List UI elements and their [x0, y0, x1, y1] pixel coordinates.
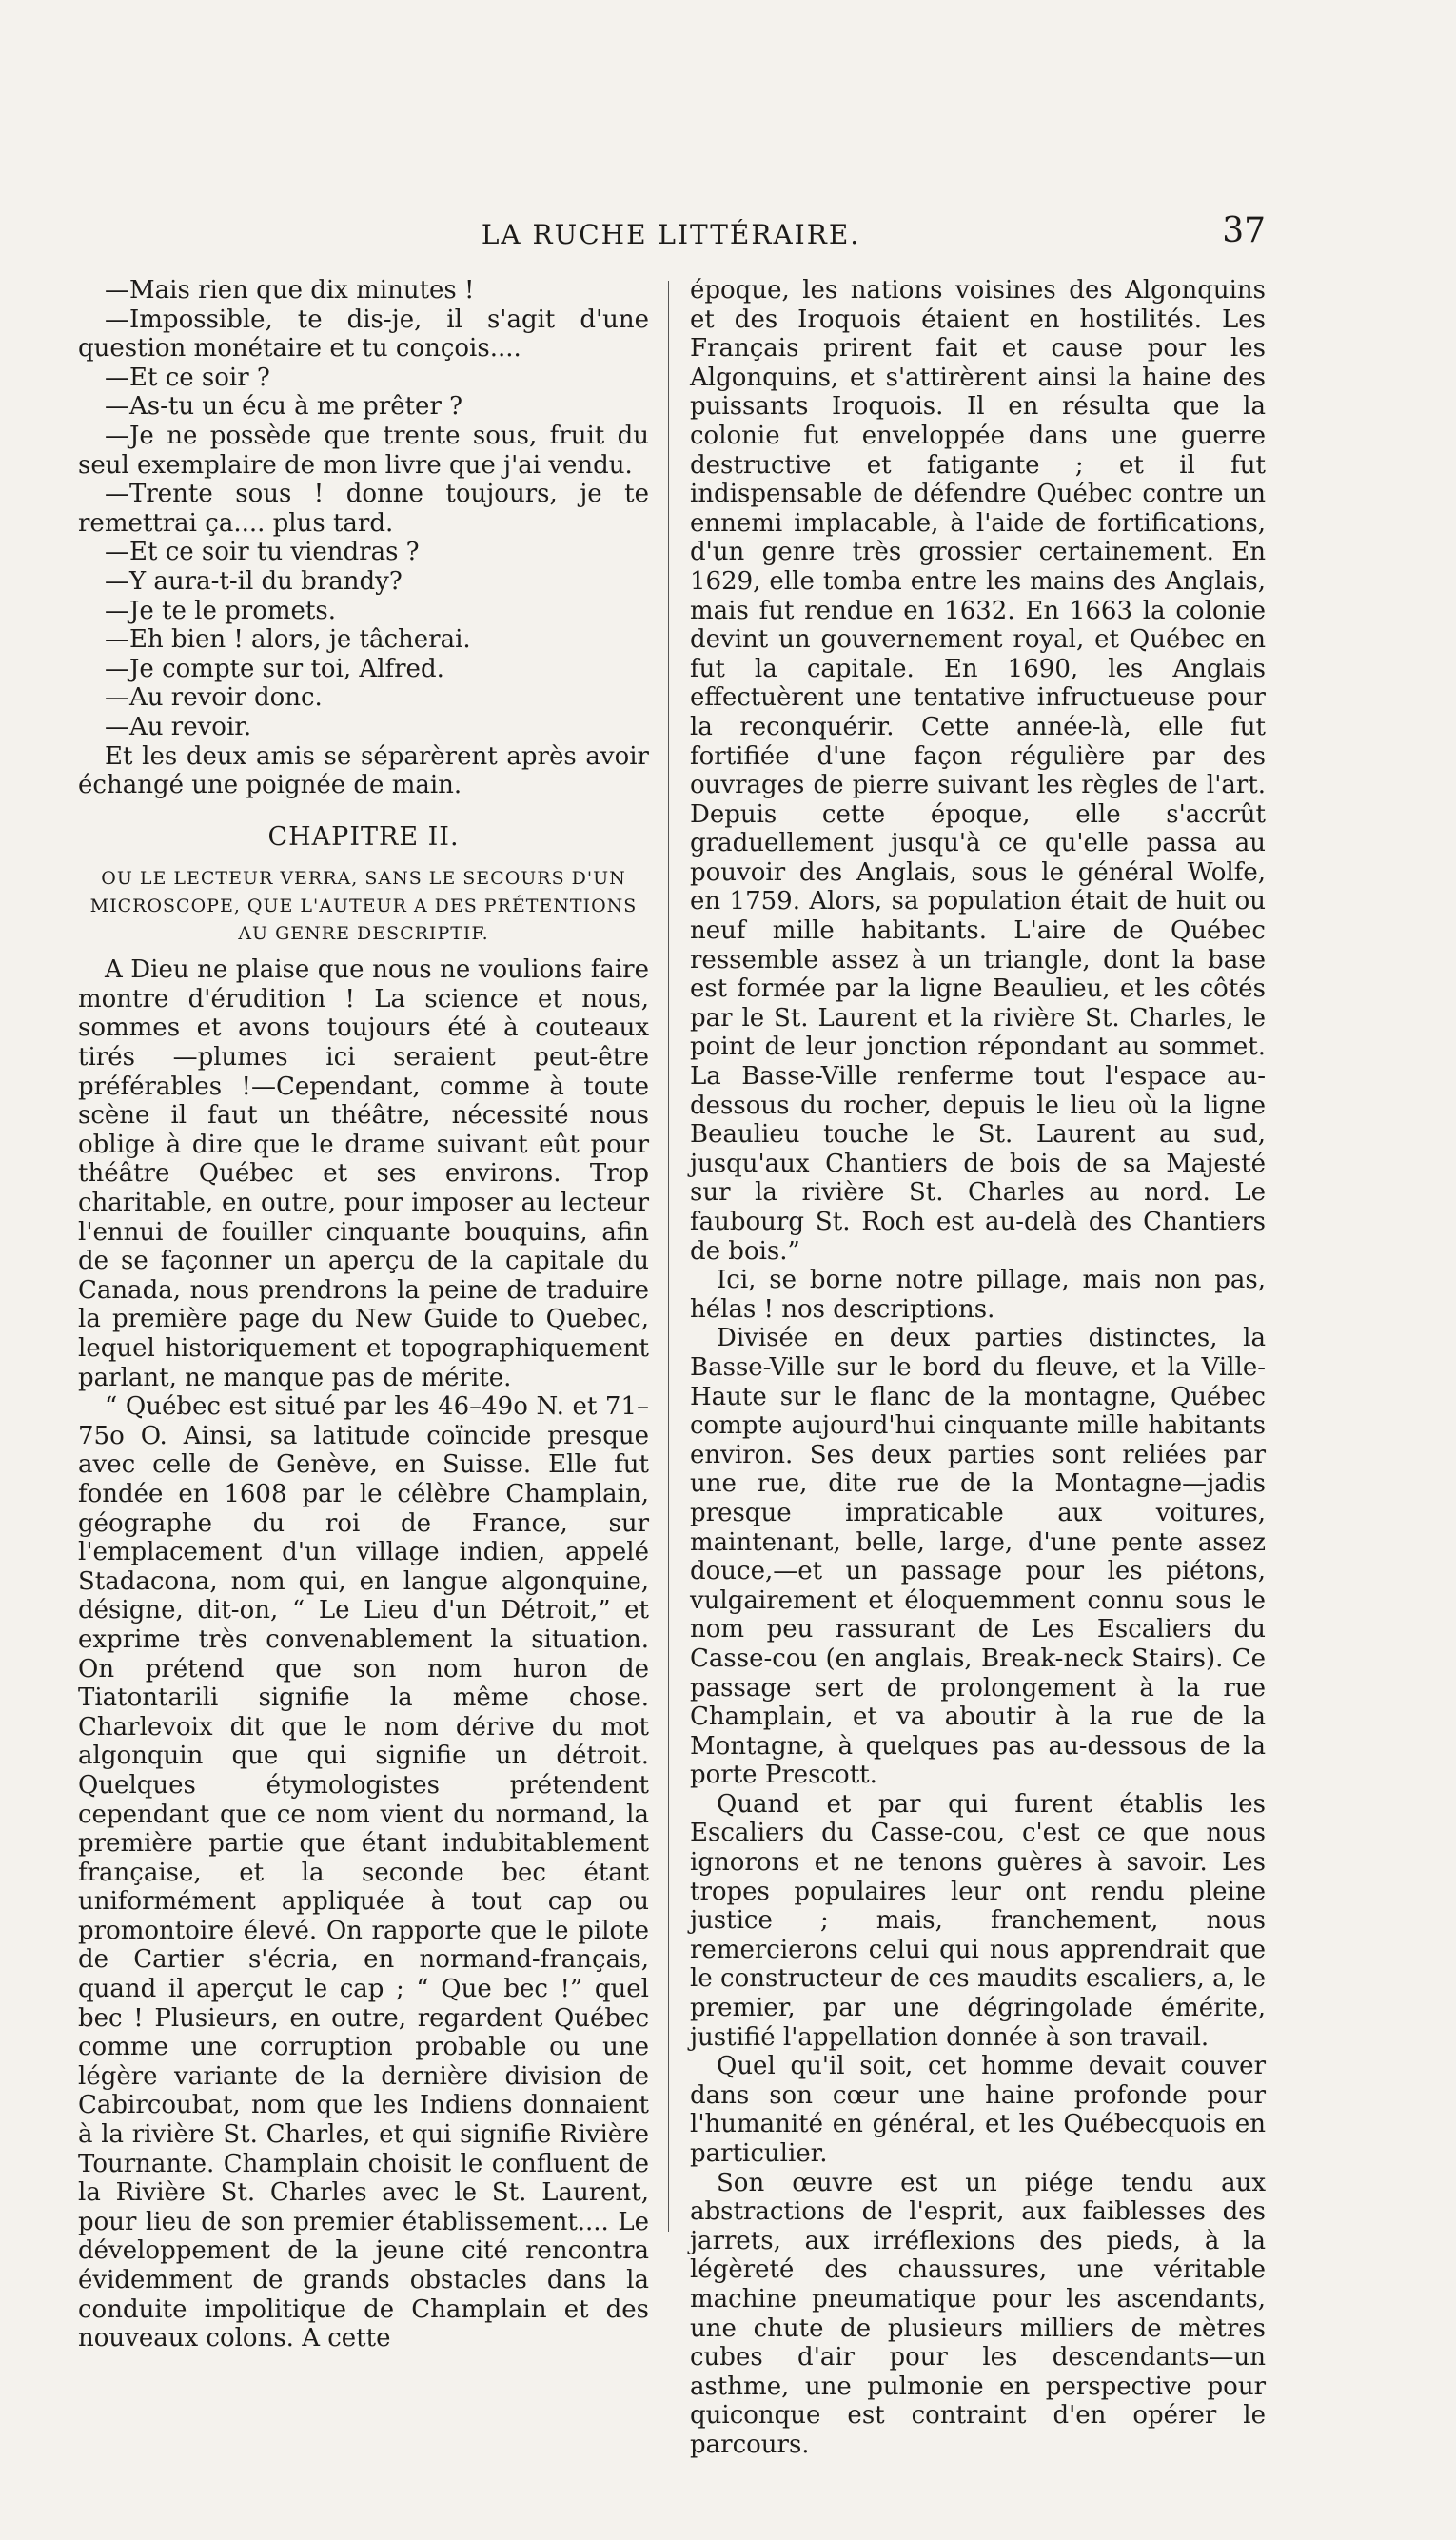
paragraph: —Impossible, te dis-je, il s'agit d'une question monétaire et tu conçois.... — [78, 305, 649, 364]
paragraph: —Et ce soir tu viendras ? — [105, 538, 420, 567]
paragraph: Son œuvre est un piége tendu aux abstractions de l'esprit, aux faiblesses des jarrets, aux irréflexions des pieds, à la légèreté des chaussures, une véritable machine pneumatique pour les ascendants, une chute de plusieurs milliers de mètres cubes d'air pour les descendants—un asthme, une pulmonie en perspective pour quiconque est contraint d'en opérer le parcours. — [690, 2168, 1266, 2459]
paragraph: époque, les nations voisines des Algonquins et des Iroquois étaient en hostilités. Les Français prirent fait et cause pour les Algonquins, et s'attirèrent ainsi la haine des puissants Iroquois. Il en résulta que la colonie fut enveloppée dans une guerre destructive et fatigante ; et il fut indispensable de défendre Québec contre un ennemi implacable, à l'aide de fortifications, d'un genre très grossier certainement. En 1629, elle tomba entre les mains des Anglais, mais fut rendue en 1632. En 1663 la colonie devint un gouvernement royal, et Québec en fut la capitale. En 1690, les Anglais effectuèrent une tentative infructueuse pour la reconquérir. Cette année-là, elle fut fortifiée d'une façon régulière par des ouvrages de pierre suivant les règles de l'art. Depuis cette époque, elle s'accrût graduellement jusqu'à ce qu'elle passa au pouvoir des Anglais, sous le général Wolfe, en 1759. Alors, sa population était de huit ou neuf mille habitants. L'aire de Québec ressemble assez à un triangle, dont la base est formée par la ligne Beaulieu, et les côtés par le St. Laurent et la rivière St. Charles, le point de leur jonction répondant au sommet. La Basse-Ville renferme tout l'espace au-dessous du rocher, depuis le lieu où la ligne Beaulieu touche le St. Laurent au sud, jusqu'aux Chantiers de bois de sa Majesté sur la rivière St. Charles au nord. Le faubourg St. Roch est au-delà des Chantiers de bois.” — [690, 276, 1266, 1266]
paragraph: Divisée en deux parties distinctes, la Basse-Ville sur le bord du fleuve, et la Ville-Haute sur le flanc de la montagne, Québec compte aujourd'hui cinquante mille habitants environ. Ses deux parties sont reliées par une rue, dite rue de la Montagne—jadis presque impraticable aux voitures, maintenant, belle, large, d'une pente assez douce,—et un passage pour les piétons, vulgairement et éloquemment connu sous le nom peu rassurant de Les Escaliers du Casse-cou (en anglais, Break-neck Stairs). Ce passage sert de prolongement à la rue Champlain, et va aboutir à la rue de la Montagne, à quelques pas au-dessous de la porte Prescott. — [690, 1324, 1266, 1790]
paragraph: —Eh bien ! alors, je tâcherai. — [105, 625, 471, 655]
chapter-subtitle: OU LE LECTEUR VERRA, SANS LE SECOURS D'UN MICROSCOPE, QUE L'AUTEUR A DES PRÉTENTIONS AU GENRE DESCRIPTIF. — [89, 868, 638, 945]
page-header — [76, 211, 1266, 249]
page-number: 37 — [1222, 211, 1266, 250]
paragraph: —Je compte sur toi, Alfred. — [105, 654, 444, 683]
column-divider — [668, 281, 669, 2232]
paragraph: Quand et par qui furent établis les Escaliers du Casse-cou, c'est ce que nous ignorons et ne tenons guères à savoir. Les tropes populaires leur ont rendu pleine justice ; mais, franchement, nous remercierons celui qui nous apprendrait que le constructeur de ces maudits escaliers, a, le premier, par une dégringolade émérite, justifié l'appellation donnée à son travail. — [690, 1789, 1266, 2052]
paragraph: —Au revoir donc. — [105, 683, 323, 713]
paragraph: Et les deux amis se séparèrent après avoir échangé une poignée de main. — [78, 741, 649, 800]
running-title: LA RUCHE LITTÉRAIRE. — [481, 219, 861, 250]
paragraph: —Mais rien que dix minutes ! — [105, 276, 475, 305]
paragraph: Ici, se borne notre pillage, mais non pas, hélas ! nos descriptions. — [690, 1266, 1266, 1324]
paragraph: —Au revoir. — [105, 712, 252, 741]
paragraph: —As-tu un écu à me prêter ? — [105, 392, 463, 422]
right-column — [690, 276, 1266, 2460]
paragraph: —Et ce soir ? — [105, 363, 270, 392]
paragraph: “ Québec est situé par les 46–49o N. et 71–75o O. Ainsi, sa latitude coïncide presque avec celle de Genève, en Suisse. Elle fut fondée en 1608 par le célèbre Champlain, géographe du roi de France, sur l'emplacement d'un village indien, appelé Stadacona, nom qui, en langue algonquine, désigne, dit-on, “ Le Lieu d'un Détroit,” et exprime très convenablement la situation. On prétend que son nom huron de Tiatontarili signifie la même chose. Charlevoix dit que le nom dérive du mot algonquin que qui signifie un détroit. Quelques étymologistes prétendent cependant que ce nom vient du normand, la première partie que étant indubitablement française, et la seconde bec étant uniformément appliquée à tout cap ou promontoire élevé. On rapporte que le pilote de Cartier s'écria, en normand-français, quand il aperçut le cap ; “ Que bec !” quel bec ! Plusieurs, en outre, regardent Québec comme une corruption probable ou une légère variante de la dernière division de Cabircoubat, nom que les Indiens donnaient à la rivière St. Charles, et qui signifie Rivière Tournante. Champlain choisit le confluent de la Rivière St. Charles avec le St. Laurent, pour lieu de son premier établissement.... Le développement de la jeune cité rencontra évidemment de grands obstacles dans la conduite impolitique de Champlain et des nouveaux colons. A cette — [78, 1392, 649, 2353]
paragraph: A Dieu ne plaise que nous ne voulions faire montre d'érudition ! La science et nous, sommes et avons toujours été à couteaux tirés —plumes ici seraient peut-être préférables !—Cependant, comme à toute scène il faut un théâtre, nécessité nous oblige à dire que le drame suivant eût pour théâtre Québec et ses environs. Trop charitable, en outre, pour imposer au lecteur l'ennui de fouiller cinquante bouquins, afin de se façonner un aperçu de la capitale du Canada, nous prendrons la peine de traduire la première page du New Guide to Quebec, lequel historiquement et topographiquement parlant, ne manque pas de mérite. — [78, 955, 649, 1392]
chapter-heading: CHAPITRE II. — [267, 821, 460, 852]
paragraph: Quel qu'il soit, cet homme devait couver dans son cœur une haine profonde pour l'humanité en général, et les Québecquois en particulier. — [690, 2052, 1266, 2168]
paragraph: —Je te le promets. — [105, 596, 336, 625]
paragraph: —Je ne possède que trente sous, fruit du seul exemplaire de mon livre que j'ai vendu. — [78, 421, 649, 480]
left-column — [78, 276, 649, 2353]
paragraph: —Trente sous ! donne toujours, je te remettrai ça.... plus tard. — [78, 480, 649, 538]
paragraph: —Y aura-t-il du brandy? — [105, 566, 403, 596]
